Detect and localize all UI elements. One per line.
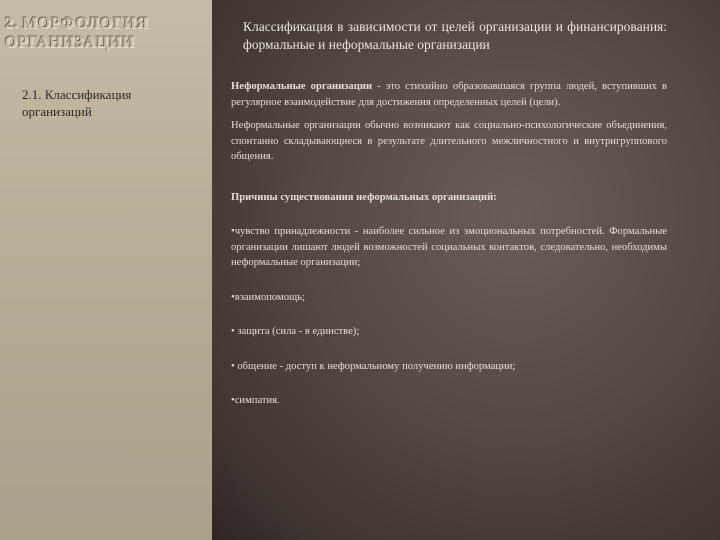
- content-heading: Классификация в зависимости от целей организации и финансирования: формальные и неформальные организации: [243, 19, 667, 52]
- content-body: [231, 79, 667, 428]
- slide-title-line1: 2. МОРФОЛОГИЯ: [5, 15, 149, 32]
- slide-title-line2: ОРГАНИЗАЦИИ: [5, 34, 135, 51]
- slide-title: [5, 14, 205, 52]
- origin-paragraph: Неформальные организации обычно возникают как социально-психологические объединения, спонтанно складывающиеся в результате длительного межличностного и внутригруппового общения.: [231, 120, 667, 162]
- reason-item: • общение - доступ к неформальному получению информации;: [231, 360, 516, 372]
- left-panel: [0, 0, 212, 540]
- reason-item: •симпатия.: [231, 395, 280, 406]
- definition-text: - это стихийно образовавшаяся группа людей, вступивших в регулярное взаимодействие для достижения определенных целей (цели).: [231, 81, 667, 108]
- section-subtitle: 2.1. Классификация организаций: [22, 87, 132, 119]
- reason-item: • защита (сила - в единстве);: [231, 326, 360, 337]
- definition-term: Неформальные организации: [231, 81, 373, 92]
- reason-item: •взаимопомощь;: [231, 291, 305, 303]
- definition-paragraph: [231, 79, 667, 110]
- reasons-heading: Причины существования неформальных организаций:: [231, 191, 497, 203]
- reason-item: •чувство принадлежности - наиболее сильное из эмоциональных потребностей. Формальные организации лишают людей возможностей социальных контактов, следовательно, необходимы неформальные организации;: [231, 226, 667, 268]
